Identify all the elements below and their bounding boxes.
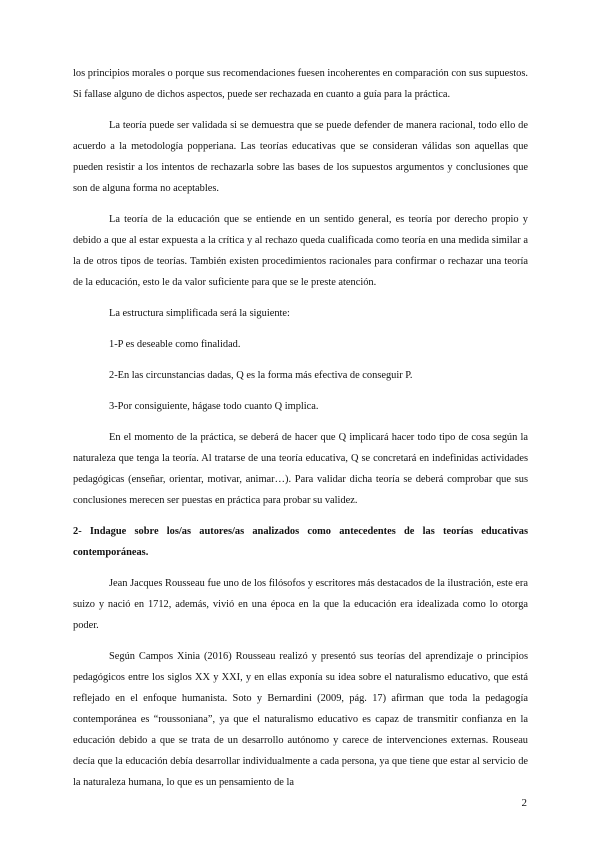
paragraph-theory-general: La teoría de la educación que se entiende en un sentido general, es teoría por derecho propio y debido a que al estar expuesta a la crítica y al rechazo queda cualificada como teoría en una medida similar a la de otros tipos de teorías. También existen procedimientos racionales para confirmar o rechazar una teoría de la educación, esto le da valor suficiente para que se le preste atención. — [73, 214, 528, 288]
section-heading: 2- Indague sobre los/as autores/as analizados como antecedentes de las teorías educativas contemporáneas. — [73, 526, 528, 558]
list-item-1: 1-P es deseable como finalidad. — [109, 339, 241, 350]
paragraph-continuation: los principios morales o porque sus recomendaciones fuesen incoherentes en comparación con sus supuestos. Si fallase alguno de dichos aspectos, puede ser rechazada en cuanto a guía para la práctica. — [73, 68, 528, 100]
page-number: 2 — [521, 797, 527, 809]
list-item-3: 3-Por consiguiente, hágase todo cuanto Q implica. — [109, 401, 319, 412]
paragraph-rousseau-theories: Según Campos Xinia (2016) Rousseau realizó y presentó sus teorías del aprendizaje o principios pedagógicos entre los siglos XX y XXI, y en ellas exponía su idea sobre el naturalismo educativo, que está reflejado en el enfoque humanista. Soto y Bernardini (2009, pág. 17) afirman que toda la pedagogía contemporánea es “roussoniana”, ya que el naturalismo educativo es capaz de transmitir confianza en la educación debido a que se trata de un desarrollo autónomo y carece de intervenciones externas. Rouseau decía que la educación debía desarrollar individualmente a cada persona, ya que tiene que estar al servicio de la naturaleza humana, lo que es un pensamiento de la — [73, 651, 528, 788]
document-body — [73, 63, 528, 803]
paragraph-validation: La teoría puede ser validada si se demuestra que se puede defender de manera racional, todo ello de acuerdo a la metodología popperiana. Las teorías educativas que se consideran válidas son aquellas que pueden resistir a los intentos de rechazarla sobre las bases de los supuestos argumentos y conclusiones que son de alguna forma no aceptables. — [73, 120, 528, 194]
paragraph-structure-intro: La estructura simplificada será la siguiente: — [109, 308, 290, 319]
list-item-2: 2-En las circunstancias dadas, Q es la forma más efectiva de conseguir P. — [109, 370, 413, 381]
paragraph-practice: En el momento de la práctica, se deberá de hacer que Q implicará hacer todo tipo de cosa según la naturaleza que tenga la teoría. Al tratarse de una teoría educativa, Q se concretará en indefinidas actividades pedagógicas (enseñar, orientar, motivar, animar…). Para validar dicha teoría se deberá comprobar que sus conclusiones merecen ser puestas en práctica para probar su validez. — [73, 432, 528, 506]
paragraph-rousseau-intro: Jean Jacques Rousseau fue uno de los filósofos y escritores más destacados de la ilustración, este era suizo y nació en 1712, además, vivió en una época en la que la educación era idealizada como lo otorga poder. — [73, 578, 528, 631]
